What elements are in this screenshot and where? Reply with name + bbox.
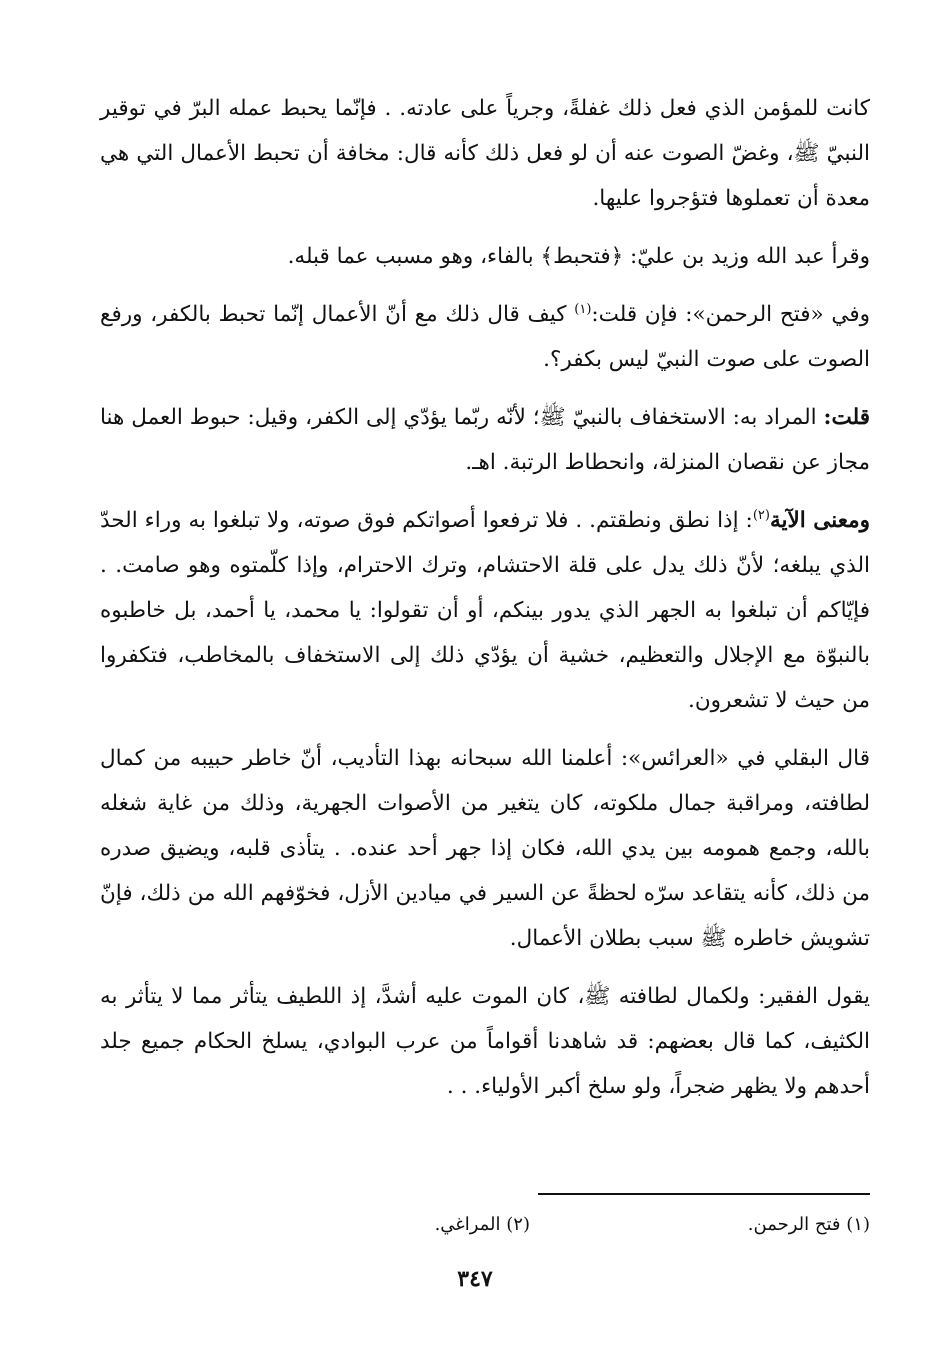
paragraph-7 xyxy=(100,974,870,1109)
footnote-ref-1: (١) xyxy=(574,301,592,317)
footnote-separator xyxy=(538,1193,870,1195)
footnote-1-text: فتح الرحمن. xyxy=(747,1214,841,1235)
page-body xyxy=(100,86,870,1122)
paragraph-2-text: وقرأ عبد الله وزيد بن عليّ: ﴿فتحبط﴾ بالفاء، وهو مسبب عما قبله. xyxy=(287,244,870,269)
paragraph-4 xyxy=(100,395,870,485)
paragraph-3-text-after: كيف قال ذلك مع أنّ الأعمال إنّما تحبط بالكفر، ورفع الصوت على صوت النبيّ ليس بكفر؟. xyxy=(100,302,870,372)
paragraph-6-text: قال البقلي في «العرائس»: أعلمنا الله سبحانه بهذا التأديب، أنّ خاطر حبيبه من كمال لطافته، ومراقبة جمال ملكوته، كان يتغير من الأصوات الجهرية، وذلك من غاية شغله بالله، وجمع همومه بين يدي الله، فكان إذا جهر أحد عنده. . يتأذى قلبه، ويضيق صدره من ذلك، كأنه يتقاعد سرّه لحظةً عن السير في ميادين الأزل، فخوّفهم الله من ذلك، فإنّ تشويش خاطره ﷺ سبب بطلان الأعمال. xyxy=(100,746,870,951)
paragraph-3 xyxy=(100,292,870,382)
page-number: ٣٤٧ xyxy=(457,1266,493,1292)
paragraph-7-text: يقول الفقير: ولكمال لطافته ﷺ، كان الموت عليه أشدَّ، إذ اللطيف يتأثر مما لا يتأثر به الكثيف، كما قال بعضهم: قد شاهدنا أقواماً من عرب البوادي، يسلخ الحكام جميع جلد أحدهم ولا يظهر ضجراً، ولو سلخ أكبر الأولياء. . . xyxy=(100,984,870,1099)
footnote-2-number: (٢) xyxy=(506,1214,530,1235)
footnote-2 xyxy=(435,1210,530,1240)
paragraph-4-lead: قلت: xyxy=(823,405,870,430)
footnote-1 xyxy=(748,1210,870,1240)
paragraph-5-text: : إذا نطق ونطقتم. . فلا ترفعوا أصواتكم فوق صوته، ولا تبلغوا به وراء الحدّ الذي يبلغه؛ لأنّ ذلك يدل على قلة الاحتشام، وترك الاحترام، وإذا كلّمتوه وهو صامت. . فإيّاكم أن تبلغوا به الجهر الذي يدور بينكم، أو أن تقولوا: يا محمد، يا أحمد، بل خاطبوه بالنبوّة مع الإجلال والتعظيم، خشية أن يؤدّي ذلك إلى الاستخفاف بالمخاطب، فتكفروا من حيث لا تشعرون. xyxy=(100,508,870,713)
paragraph-3-text: وفي «فتح الرحمن»: فإن قلت: xyxy=(591,302,870,327)
paragraph-1-text: كانت للمؤمن الذي فعل ذلك غفلةً، وجرياً على عادته. . فإنّما يحبط عمله البرّ في توقير النبيّ ﷺ، وغضّ الصوت عنه أن لو فعل ذلك كأنه قال: مخافة أن تحبط الأعمال التي هي معدة أن تعملوها فتؤجروا عليها. xyxy=(100,96,870,211)
footnote-1-number: (١) xyxy=(846,1214,870,1235)
paragraph-2 xyxy=(100,234,870,279)
paragraph-5 xyxy=(100,498,870,723)
paragraph-5-lead: ومعنى الآية xyxy=(769,508,870,533)
footnote-2-text: المراغي. xyxy=(434,1214,501,1235)
paragraph-1 xyxy=(100,86,870,221)
footnote-ref-2: (٢) xyxy=(752,507,770,523)
paragraph-6 xyxy=(100,736,870,961)
paragraph-4-text: المراد به: الاستخفاف بالنبيّ ﷺ؛ لأنّه ربّما يؤدّي إلى الكفر، وقيل: حبوط العمل هنا مجاز عن نقصان المنزلة، وانحطاط الرتبة. اهـ. xyxy=(100,405,870,475)
